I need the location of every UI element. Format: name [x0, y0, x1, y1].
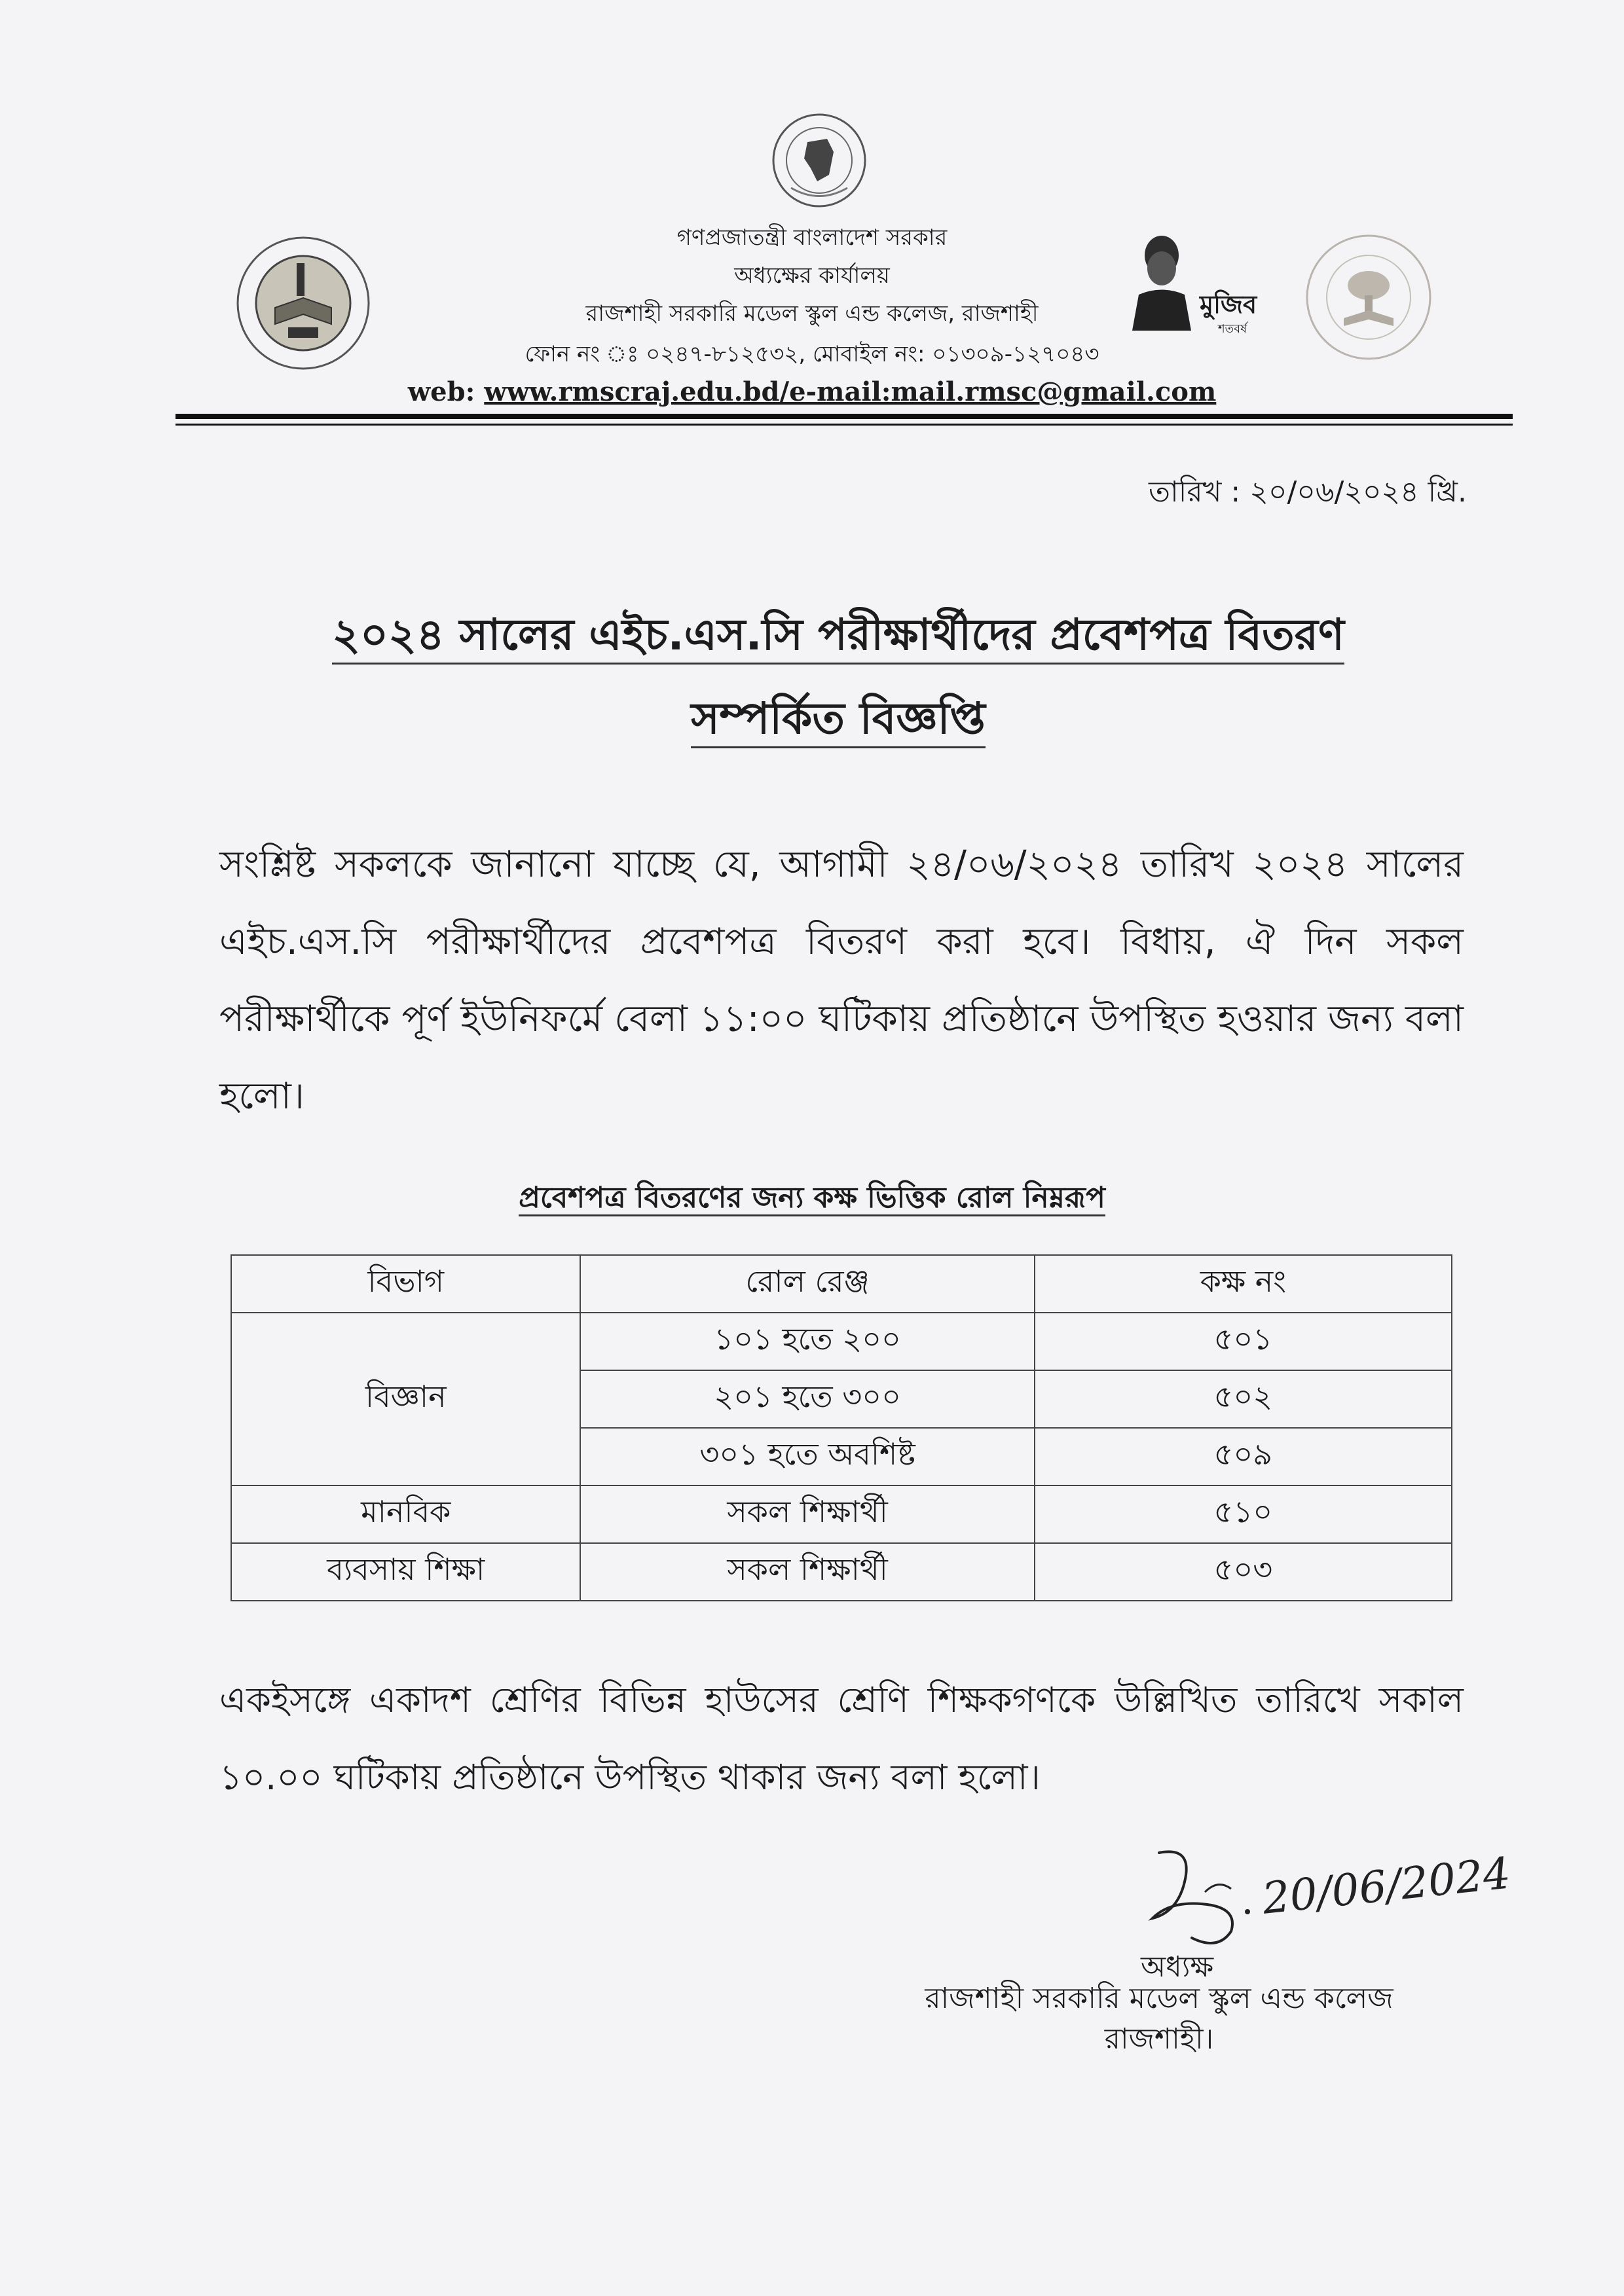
roll-range-cell: ২০১ হতে ৩০০: [580, 1370, 1034, 1428]
room-cell: ৫১০: [1035, 1485, 1452, 1543]
table-row: [231, 1543, 1452, 1601]
header-divider-thick: [175, 414, 1513, 419]
notice-paragraph-1: সংশ্লিষ্ট সকলকে জানানো যাচ্ছে যে, আগামী ২৪/০৬/২০২৪ তারিখ ২০২৪ সালের এইচ.এস.সি পরীক্ষার্থীদের প্রবেশপত্র বিতরণ করা হবে। বিধায়, ঐ দিন সকল পরীক্ষার্থীকে পূর্ণ ইউনিফর্মে বেলা ১১:০০ ঘটিকায় প্রতিষ্ঠানে উপস্থিত হওয়ার জন্য বলা হলো।: [219, 843, 1464, 1118]
government-name: গণপ্রজাতন্ত্রী বাংলাদেশ সরকার: [676, 225, 948, 251]
table-header-row: [231, 1255, 1452, 1313]
group-science: বিজ্ঞান: [231, 1313, 580, 1485]
group-humanities: মানবিক: [231, 1485, 580, 1543]
room-allocation-table: [231, 1254, 1452, 1601]
table-row: [231, 1485, 1452, 1543]
institution-name: রাজশাহী সরকারি মডেল স্কুল এন্ড কলেজ, রাজশাহী: [585, 301, 1039, 327]
signatory-city: রাজশাহী।: [1104, 2022, 1214, 2056]
contact-phone: ফোন নং ঃ ০২৪৭-৮১২৫৩২, মোবাইল নং: ০১৩০৯-১২৭০৪৩: [525, 341, 1099, 367]
roll-range-cell: সকল শিক্ষার্থী: [580, 1485, 1034, 1543]
notice-title-line1: ২০২৪ সালের এইচ.এস.সি পরীক্ষার্থীদের প্রবেশপত্র বিতরণ: [196, 602, 1480, 668]
room-cell: ৫০৯: [1035, 1428, 1452, 1485]
government-seal-icon: [771, 113, 867, 208]
signatory-institution: রাজশাহী সরকারি মডেল স্কুল এন্ড কলেজ: [925, 1982, 1393, 2015]
header-room-no: কক্ষ নং: [1035, 1255, 1452, 1313]
web-email-line: [0, 377, 1624, 407]
header-department: বিভাগ: [231, 1255, 580, 1313]
website-email-link[interactable]: www.rmscraj.edu.bd/e-mail:mail.rmsc@gmail.com: [484, 376, 1217, 407]
header-divider-thin: [175, 424, 1513, 426]
table-caption: প্রবেশপত্র বিতরণের জন্য কক্ষ ভিত্তিক রোল নিম্নরূপ: [0, 1176, 1624, 1224]
mujib-logo-text: মুজিব: [1200, 290, 1257, 319]
notice-date: তারিখ : ২০/০৬/২০২৪ খ্রি.: [1148, 475, 1467, 509]
roll-range-cell: সকল শিক্ষার্থী: [580, 1543, 1034, 1601]
room-cell: ৫০৩: [1035, 1543, 1452, 1601]
room-cell: ৫০১: [1035, 1313, 1452, 1370]
notice-title-line2: সম্পর্কিত বিজ্ঞপ্তি: [196, 686, 1480, 752]
header-roll-range: রোল রেঞ্জ: [580, 1255, 1034, 1313]
table-row: [231, 1313, 1452, 1370]
room-cell: ৫০২: [1035, 1370, 1452, 1428]
roll-range-cell: ৩০১ হতে অবশিষ্ট: [580, 1428, 1034, 1485]
signatory-title: অধ্যক্ষ: [1141, 1950, 1214, 1984]
mujib-logo-subtext: শতবর্ষ: [1218, 322, 1247, 336]
notice-paragraph-2: একইসঙ্গে একাদশ শ্রেণির বিভিন্ন হাউসের শ্রেণি শিক্ষকগণকে উল্লিখিত তারিখে সকাল ১০.০০ ঘটিকায় প্রতিষ্ঠানে উপস্থিত থাকার জন্য বলা হলো।: [219, 1679, 1464, 1798]
group-business: ব্যবসায় শিক্ষা: [231, 1543, 580, 1601]
web-prefix: web:: [407, 376, 485, 407]
roll-range-cell: ১০১ হতে ২০০: [580, 1313, 1034, 1370]
office-name: অধ্যক্ষের কার্যালয়: [734, 263, 890, 289]
handwritten-date: 20/06/2024: [1259, 1848, 1513, 1924]
